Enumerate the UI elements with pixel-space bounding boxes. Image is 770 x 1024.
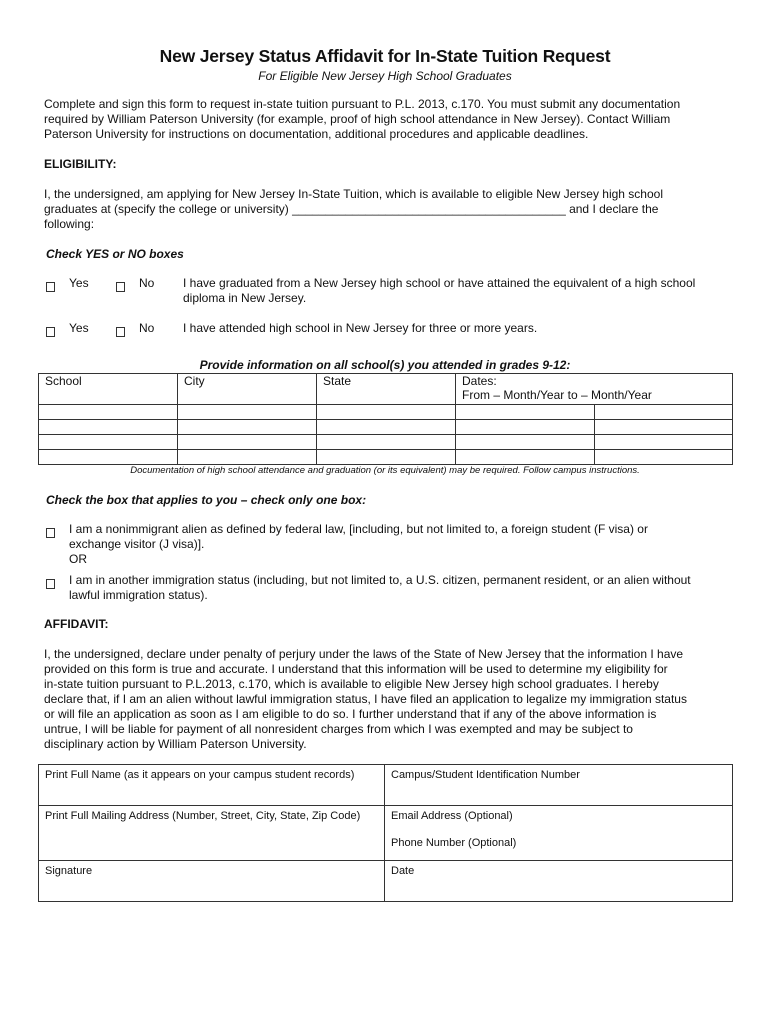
affidavit-line: disciplinary action by William Paterson University. [44, 737, 307, 751]
intro-line: Paterson University for instructions on documentation, additional procedures and applicable deadlines. [44, 127, 589, 141]
full-name-field[interactable] [39, 765, 385, 806]
email-phone-field[interactable] [385, 806, 733, 861]
state-column-header: State [317, 374, 456, 405]
statement1-line: diploma in New Jersey. [183, 291, 307, 305]
option2-line: I am in another immigration status (including, but not limited to, a U.S. citizen, permanent resident, or an alien without [69, 573, 691, 587]
statement2-no-checkbox[interactable] [116, 327, 125, 337]
date-field[interactable] [385, 861, 733, 902]
from-date-cell[interactable] [456, 450, 595, 465]
school-cell[interactable] [39, 435, 178, 450]
school-cell[interactable] [39, 450, 178, 465]
city-cell[interactable] [178, 450, 317, 465]
school-cell[interactable] [39, 405, 178, 420]
eligibility-line: following: [44, 217, 95, 231]
dates-column-header [456, 374, 733, 405]
applicant-info-table [38, 764, 733, 902]
no-label: No [139, 276, 155, 290]
affidavit-heading: AFFIDAVIT: [44, 617, 109, 631]
table-row[interactable] [39, 420, 733, 435]
full-name-label: Print Full Name (as it appears on your campus student records) [45, 769, 355, 781]
student-id-label: Campus/Student Identification Number [391, 769, 580, 781]
date-label: Date [391, 865, 415, 877]
table-header-row [39, 374, 733, 405]
affidavit-paragraph [44, 647, 687, 752]
affidavit-line: declare that, if I am an alien without lawful immigration status, I have filed an application to legalize my immigration status [44, 692, 687, 706]
table-row[interactable] [39, 450, 733, 465]
dates-label: Dates: [462, 374, 497, 388]
state-cell[interactable] [317, 450, 456, 465]
signature-label: Signature [45, 865, 93, 877]
statement1-no-checkbox[interactable] [116, 282, 125, 292]
statement1-line: I have graduated from a New Jersey high school or have attained the equivalent of a high school [183, 276, 696, 290]
table-row[interactable] [39, 435, 733, 450]
affidavit-line: in-state tuition pursuant to P.L.2013, c.170, which is available to eligible New Jersey high school graduates. I hereby [44, 677, 659, 691]
city-cell[interactable] [178, 435, 317, 450]
eligibility-paragraph [44, 187, 663, 232]
schools-heading: Provide information on all school(s) you attended in grades 9-12: [199, 358, 571, 372]
documentation-note: Documentation of high school attendance and graduation (or its equivalent) may be required. Follow campus instructions. [130, 465, 640, 476]
affidavit-line: untrue, I will be liable for payment of all nonresident charges from which I was exempted and may be subject to [44, 722, 633, 736]
statement1-yes-checkbox[interactable] [46, 282, 55, 292]
table-row[interactable] [39, 405, 733, 420]
page-title: New Jersey Status Affidavit for In-State Tuition Request [159, 46, 611, 66]
option2-line: lawful immigration status). [69, 588, 208, 602]
affidavit-line: provided on this form is true and accurate. I understand that this information will be used to determine my eligibility for [44, 662, 668, 676]
intro-line: Complete and sign this form to request in-state tuition pursuant to P.L. 2013, c.170. You must submit any documentation [44, 97, 681, 111]
eligibility-heading: ELIGIBILITY: [44, 157, 117, 171]
yes-label: Yes [69, 276, 89, 290]
intro-paragraph [44, 97, 680, 142]
college-field-line[interactable]: graduates at (specify the college or university) _________________________________________ and I declare the [44, 202, 659, 216]
yes-label: Yes [69, 321, 89, 335]
intro-line: required by William Paterson University (for example, proof of high school attendance in New Jersey). Contact William [44, 112, 671, 126]
to-date-cell[interactable] [595, 420, 733, 435]
student-id-field[interactable] [385, 765, 733, 806]
mailing-address-field[interactable] [39, 806, 385, 861]
from-date-cell[interactable] [456, 405, 595, 420]
affidavit-line: I, the undersigned, declare under penalty of perjury under the laws of the State of New Jersey that the information I have [44, 647, 684, 661]
check-yes-no-heading: Check YES or NO boxes [46, 247, 184, 261]
signature-field[interactable] [39, 861, 385, 902]
city-column-header: City [178, 374, 317, 405]
eligibility-line: I, the undersigned, am applying for New Jersey In-State Tuition, which is available to eligible New Jersey high school [44, 187, 663, 201]
page-subtitle: For Eligible New Jersey High School Graduates [258, 69, 512, 83]
phone-label: Phone Number (Optional) [391, 837, 517, 849]
city-cell[interactable] [178, 420, 317, 435]
city-cell[interactable] [178, 405, 317, 420]
from-date-cell[interactable] [456, 420, 595, 435]
to-date-cell[interactable] [595, 450, 733, 465]
dates-range: From – Month/Year to – Month/Year [462, 388, 652, 402]
schools-table [38, 373, 733, 465]
or-label: OR [69, 552, 87, 566]
option1-line: I am a nonimmigrant alien as defined by federal law, [including, but not limited to, a foreign student (F visa) or [69, 522, 648, 536]
from-date-cell[interactable] [456, 435, 595, 450]
other-status-option [69, 573, 691, 603]
to-date-cell[interactable] [595, 435, 733, 450]
school-cell[interactable] [39, 420, 178, 435]
nonimmigrant-checkbox[interactable] [46, 528, 55, 538]
state-cell[interactable] [317, 435, 456, 450]
affidavit-line: or will file an application as soon as I am eligible to do so. I further understand that if any of the above information is [44, 707, 657, 721]
statement2-yes-checkbox[interactable] [46, 327, 55, 337]
mailing-address-label: Print Full Mailing Address (Number, Street, City, State, Zip Code) [45, 810, 361, 822]
statement2-text: I have attended high school in New Jersey for three or more years. [183, 321, 538, 335]
state-cell[interactable] [317, 420, 456, 435]
to-date-cell[interactable] [595, 405, 733, 420]
no-label: No [139, 321, 155, 335]
statement1-text [183, 276, 695, 306]
school-column-header: School [39, 374, 178, 405]
state-cell[interactable] [317, 405, 456, 420]
email-label: Email Address (Optional) [391, 810, 513, 822]
option1-line: exchange visitor (J visa)]. [69, 537, 205, 551]
status-heading: Check the box that applies to you – check only one box: [46, 493, 367, 507]
other-status-checkbox[interactable] [46, 579, 55, 589]
nonimmigrant-option [69, 522, 648, 567]
